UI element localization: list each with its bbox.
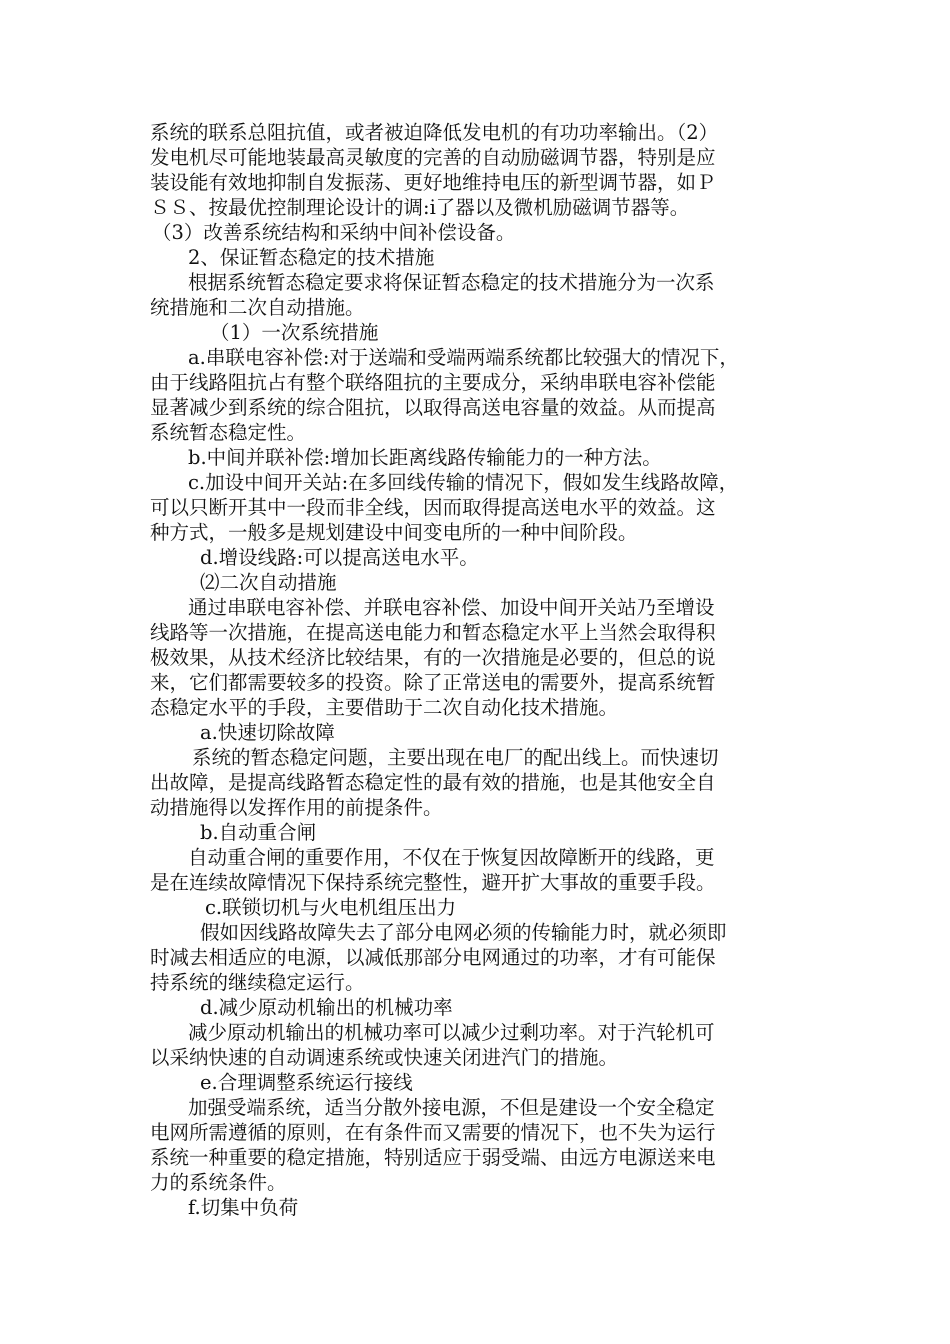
text-line: 时减去相适应的电源，以减低那部分电网通过的功率，才有可能保 [150,946,716,969]
text-line: 力的系统条件。 [150,1171,287,1194]
text-line: 显著减少到系统的综合阻抗，以取得高送电容量的效益。从而提高 [150,396,716,419]
item-heading: b.自动重合闸 [200,821,317,844]
text-line: 以采纳快速的自动调速系统或快速关闭进汽门的措施。 [150,1046,619,1069]
text-line: 可以只断开其中一段而非全线，因而取得提高送电水平的效益。这 [150,496,716,519]
item-heading: c.联锁切机与火电机组压出力 [205,896,457,919]
text-line: 装设能有效地抑制自发振荡、更好地维持电压的新型调节器，如Ｐ [150,171,716,194]
text-line: 统措施和二次自动措施。 [150,296,365,319]
text-line: 系统一种重要的稳定措施，特别适应于弱受端、由远方电源送来电 [150,1146,716,1169]
item-heading: d.减少原动机输出的机械功率 [200,996,453,1019]
text-line: 持系统的继续稳定运行。 [150,971,365,994]
text-line: 系统的联系总阻抗值，或者被迫降低发电机的有功功率输出。（2） [150,121,719,144]
text-line: 由于线路阻抗占有整个联络阻抗的主要成分，采纳串联电容补偿能 [150,371,716,394]
paragraph-start: 减少原动机输出的机械功率可以减少过剩功率。对于汽轮机可 [188,1021,715,1044]
subsection-heading: （1）一次系统措施 [210,321,379,344]
paragraph-start: 加强受端系统，适当分散外接电源，不但是建设一个安全稳定 [188,1096,715,1119]
subsection-heading: ⑵二次自动措施 [200,571,337,594]
document-page [150,120,810,1220]
text-line: 出故障，是提高线路暂态稳定性的最有效的措施，也是其他安全自 [150,771,716,794]
paragraph-start: b.中间并联补偿:增加长距离线路传输能力的一种方法。 [188,446,662,469]
text-line: 发电机尽可能地装最高灵敏度的完善的自动励磁调节器，特别是应 [150,146,716,169]
text-line: 来，它们都需要较多的投资。除了正常送电的需要外，提高系统暂 [150,671,716,694]
section-heading: 2、保证暂态稳定的技术措施 [188,246,435,269]
text-line: 极效果，从技术经济比较结果，有的一次措施是必要的，但总的说 [150,646,716,669]
text-line: （3）改善系统结构和采纳中间补偿设备。 [152,221,516,244]
paragraph-start: 假如因线路故障失去了部分电网必须的传输能力时，就必须即 [200,921,727,944]
text-line: 动措施得以发挥作用的前提条件。 [150,796,443,819]
text-line: 线路等一次措施，在提高送电能力和暂态稳定水平上当然会取得积 [150,621,716,644]
paragraph-start: d.增设线路:可以提高送电水平。 [200,546,479,569]
text-line: 种方式，一般多是规划建设中间变电所的一种中间阶段。 [150,521,638,544]
text-line: 态稳定水平的手段，主要借助于二次自动化技术措施。 [150,696,619,719]
paragraph-start: c.加设中间开关站:在多回线传输的情况下，假如发生线路故障， [188,471,739,494]
item-heading: a.快速切除故障 [200,721,335,744]
paragraph-start: 根据系统暂态稳定要求将保证暂态稳定的技术措施分为一次系 [188,271,715,294]
paragraph-start: 自动重合闸的重要作用，不仅在于恢复因故障断开的线路，更 [188,846,715,869]
text-line: 电网所需遵循的原则，在有条件而又需要的情况下，也不失为运行 [150,1121,716,1144]
item-heading: e.合理调整系统运行接线 [200,1071,413,1094]
paragraph-start: 通过串联电容补偿、并联电容补偿、加设中间开关站乃至增设 [188,596,715,619]
paragraph-start: a.串联电容补偿:对于送端和受端两端系统都比较强大的情况下， [188,346,739,369]
text-line: ＳＳ、按最优控制理论设计的调:i了器以及微机励磁调节器等。 [150,196,690,219]
text-line: 是在连续故障情况下保持系统完整性，避开扩大事故的重要手段。 [150,871,716,894]
paragraph-start: 系统的暂态稳定问题，主要出现在电厂的配出线上。而快速切 [192,746,719,769]
item-heading: f.切集中负荷 [188,1196,299,1219]
text-line: 系统暂态稳定性。 [150,421,307,444]
